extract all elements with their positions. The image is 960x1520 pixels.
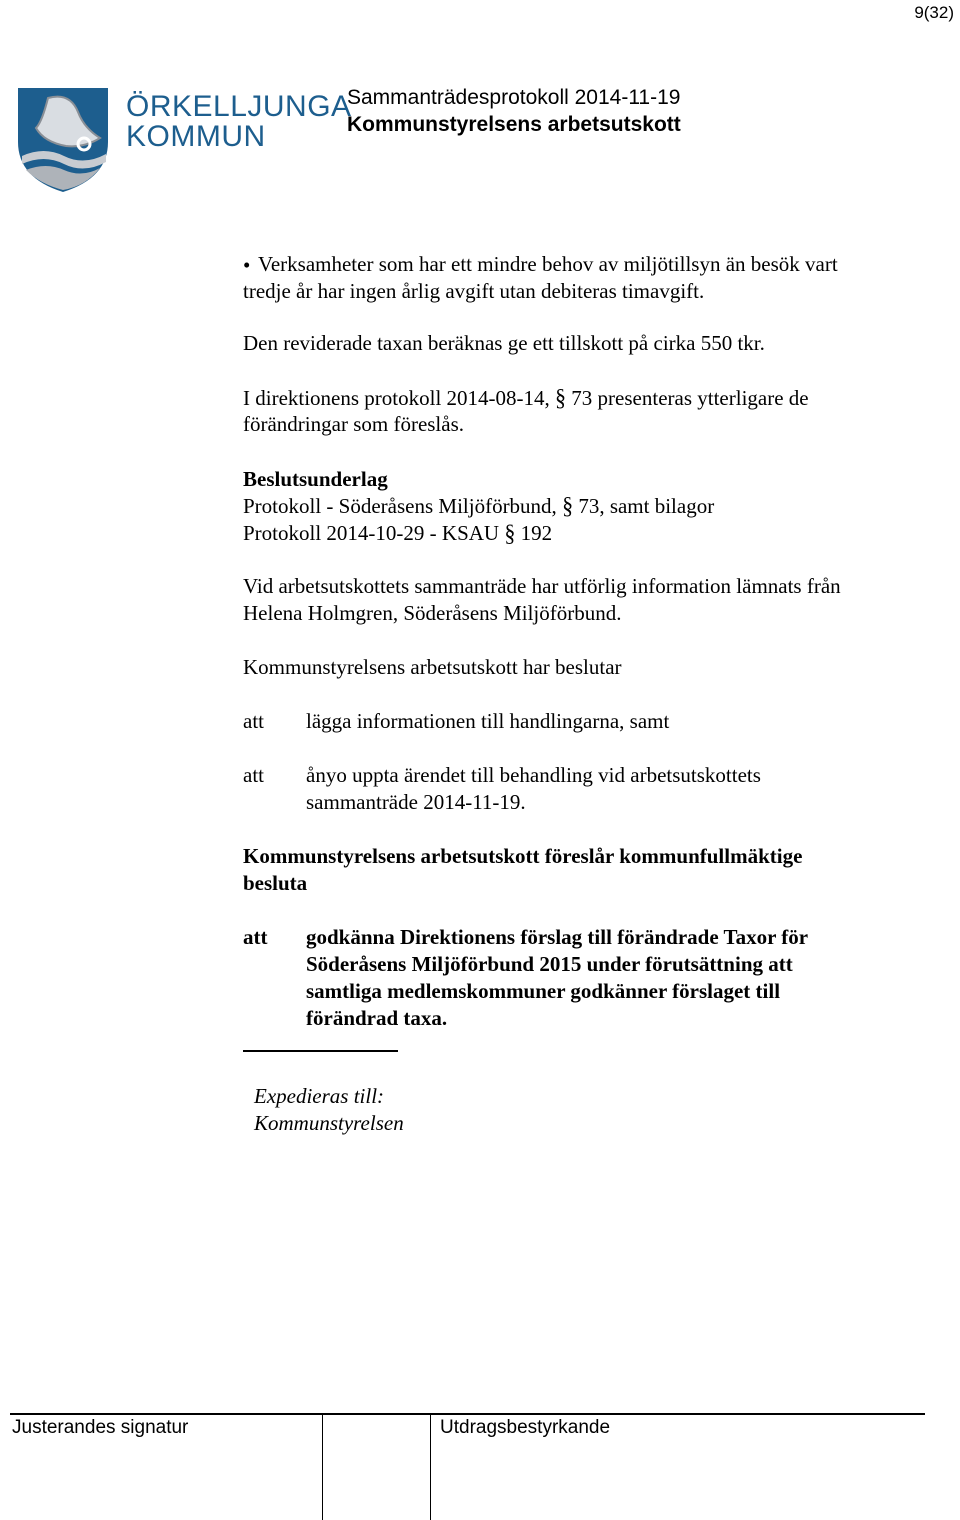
coat-of-arms-icon [14,82,114,194]
logo-text-line2: KOMMUN [126,120,266,153]
paragraph-direction-protocol-line-2: förändringar som föreslås. [243,412,465,436]
footer-extract-label: Utdragsbestyrkande [440,1417,611,1438]
att-clause-3-line-1: godkänna Direktionens förslag till förändrade Taxor för [306,925,809,949]
document-title: Sammanträdesprotokoll 2014-11-19 [347,86,681,109]
section-heading-beslutsunderlag: Beslutsunderlag [243,467,388,491]
paragraph-direction-protocol-line-1: I direktionens protokoll 2014-08-14, § 73 presenteras ytterligare de [243,383,809,412]
bullet-line-1: Verksamheter som har ett mindre behov av miljötillsyn än besök vart [258,252,838,276]
att-clause-3-line-3: samtliga medlemskommuner godkänner förslaget till [306,979,781,1003]
paragraph-revised-tax: Den reviderade taxan beräknas ge ett tillskott på cirka 550 tkr. [243,331,765,355]
section-sign: § [504,518,516,547]
bullet-line-2: tredje år har ingen årlig avgift utan debiteras timavgift. [243,279,705,303]
att-clause-1: lägga informationen till handlingarna, samt [306,709,670,733]
att-clause-2-line-1: ånyo uppta ärendet till behandling vid arbetsutskottets [306,763,761,787]
att-label: att [243,763,264,787]
att-clause-3-line-4: förändrad taxa. [306,1006,448,1030]
info-line-2: Helena Holmgren, Söderåsens Miljöförbund. [243,601,622,625]
att-label: att [243,709,264,733]
separator-rule [243,1050,398,1052]
municipality-logo [14,82,352,194]
underlag-item-2: Protokoll 2014-10-29 - KSAU § 192 [243,518,553,547]
section-sign: § [555,383,567,412]
footer-rule [10,1413,925,1415]
section-sign: § [562,491,574,520]
decision-intro: Kommunstyrelsens arbetsutskott har beslutar [243,655,622,679]
document-subtitle: Kommunstyrelsens arbetsutskott [347,113,681,136]
bullet-marker: • [243,253,251,277]
footer-signature-label: Justerandes signatur [12,1417,189,1438]
att-label: att [243,925,268,949]
logo-text-line1: ÖRKELLJUNGA [126,90,352,123]
att-clause-2-line-2: sammanträde 2014-11-19. [306,790,526,814]
expedieras-recipient: Kommunstyrelsen [254,1111,404,1135]
footer-divider [430,1413,431,1520]
page-number: 9(32) [914,3,954,22]
proposal-heading-line-2: besluta [243,871,308,895]
info-line-1: Vid arbetsutskottets sammanträde har utförlig information lämnats från [243,574,841,598]
expedieras-label: Expedieras till: [254,1084,385,1108]
proposal-heading-line-1: Kommunstyrelsens arbetsutskott föreslår kommunfullmäktige [243,844,803,868]
footer-divider [322,1413,323,1520]
att-clause-3-line-2: Söderåsens Miljöförbund 2015 under förutsättning att [306,952,793,976]
underlag-item-1: Protokoll - Söderåsens Miljöförbund, § 73, samt bilagor [243,491,715,520]
